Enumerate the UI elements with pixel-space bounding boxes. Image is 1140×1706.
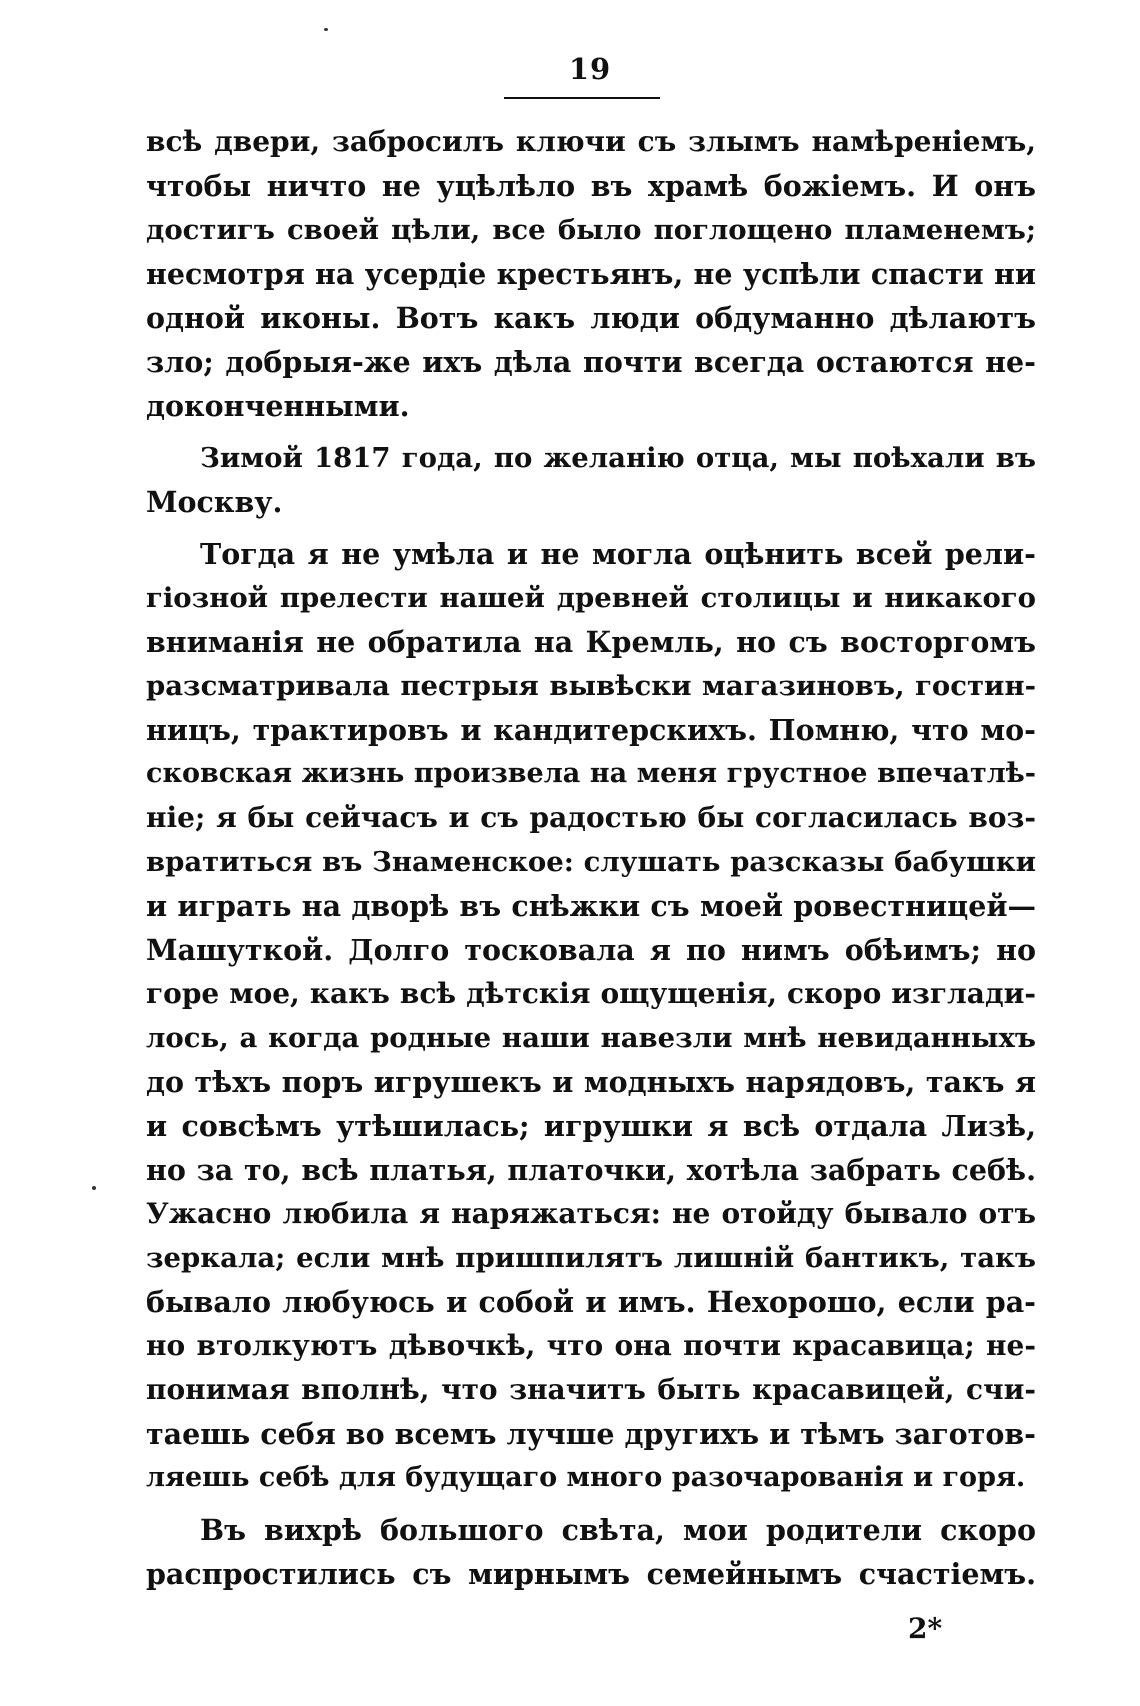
text-line: чтобы ничто не уцѣлѣло въ храмѣ божіемъ. И онъ bbox=[146, 169, 1036, 203]
text-line: и совсѣмъ утѣшилась; игрушки я всѣ отдала Лизѣ, bbox=[146, 1109, 1036, 1143]
paragraph bbox=[146, 532, 1036, 1500]
print-speck bbox=[324, 28, 328, 31]
text-line: вратиться въ Знаменское: слушать разсказы бабушки bbox=[146, 846, 1036, 878]
text-line: сковская жизнь произвела на меня грустное впечатлѣ- bbox=[146, 758, 1036, 789]
text-line: и играть на дворѣ въ снѣжки съ моей ровестницей— bbox=[146, 889, 1036, 923]
text-line: распростились съ мирнымъ семейнымъ счастіемъ. bbox=[146, 1557, 1036, 1591]
page-number: 19 bbox=[568, 52, 612, 86]
text-line: Тогда я не умѣла и не могла оцѣнить всей рели- bbox=[200, 537, 1036, 571]
text-line: ницъ, трактировъ и кандитерскихъ. Помню, что мо- bbox=[146, 713, 1036, 747]
text-line: зло; добрыя-же ихъ дѣла почти всегда остаются не- bbox=[146, 345, 1036, 379]
text-line: Москву. bbox=[146, 485, 283, 519]
text-line: до тѣхъ поръ игрушекъ и модныхъ нарядовъ, такъ я bbox=[146, 1065, 1036, 1099]
text-line: ляешь себѣ для будущаго много разочарованія и горя. bbox=[146, 1462, 1026, 1493]
text-line: Зимой 1817 года, по желанію отца, мы поѣхали въ bbox=[200, 442, 1036, 474]
text-line: но за то, всѣ платья, платочки, хотѣла забрать себѣ. bbox=[146, 1153, 1036, 1187]
text-line: ніе; я бы сейчасъ и съ радостью бы согласилась воз- bbox=[146, 801, 1036, 834]
text-line: бывало любуюсь и собой и имъ. Нехорошо, если ра- bbox=[146, 1285, 1036, 1319]
text-line: доконченными. bbox=[146, 389, 410, 423]
text-line: всѣ двери, забросилъ ключи съ злымъ намѣреніемъ, bbox=[146, 125, 1036, 158]
text-line: несмотря на усердіе крестьянъ, не успѣли спасти ни bbox=[146, 257, 1036, 291]
printer-signature-mark: 2* bbox=[908, 1612, 943, 1645]
text-line: горе мое, какъ всѣ дѣтскія ощущенія, скоро изглади- bbox=[146, 977, 1036, 1010]
text-line: таешь себя во всемъ лучше другихъ и тѣмъ заготов- bbox=[146, 1417, 1036, 1451]
text-line: зеркала; если мнѣ пришпилятъ лишній бантикъ, такъ bbox=[146, 1242, 1036, 1274]
page-number-rule bbox=[504, 97, 660, 99]
text-line: Въ вихрѣ большого свѣта, мои родители скоро bbox=[200, 1513, 1036, 1547]
text-line: разсматривала пестрыя вывѣски магазиновъ, гостин- bbox=[146, 670, 1036, 702]
body-text bbox=[146, 120, 1036, 1596]
paragraph bbox=[146, 436, 1036, 524]
text-line: вниманія не обратила на Кремль, но съ восторгомъ bbox=[146, 625, 1036, 659]
text-line: но втолкуютъ дѣвочкѣ, что она почти красавица; не- bbox=[146, 1329, 1036, 1362]
paragraph bbox=[146, 1508, 1036, 1596]
text-line: Машуткой. Долго тосковала я по нимъ обѣимъ; но bbox=[146, 933, 1036, 967]
paragraph bbox=[146, 120, 1036, 428]
text-line: одной иконы. Вотъ какъ люди обдуманно дѣлаютъ bbox=[146, 301, 1036, 335]
text-line: понимая вполнѣ, что значитъ быть красавицей, счи- bbox=[146, 1373, 1036, 1406]
text-line: достигъ своей цѣли, все было поглощено пламенемъ; bbox=[146, 214, 1036, 246]
text-line: лось, а когда родные наши навезли мнѣ невиданныхъ bbox=[146, 1022, 1036, 1054]
text-line: гіозной прелести нашей древней столицы и никакого bbox=[146, 582, 1036, 614]
print-speck bbox=[92, 1186, 96, 1190]
text-line: Ужасно любила я наряжаться: не отойду бывало отъ bbox=[146, 1197, 1036, 1230]
